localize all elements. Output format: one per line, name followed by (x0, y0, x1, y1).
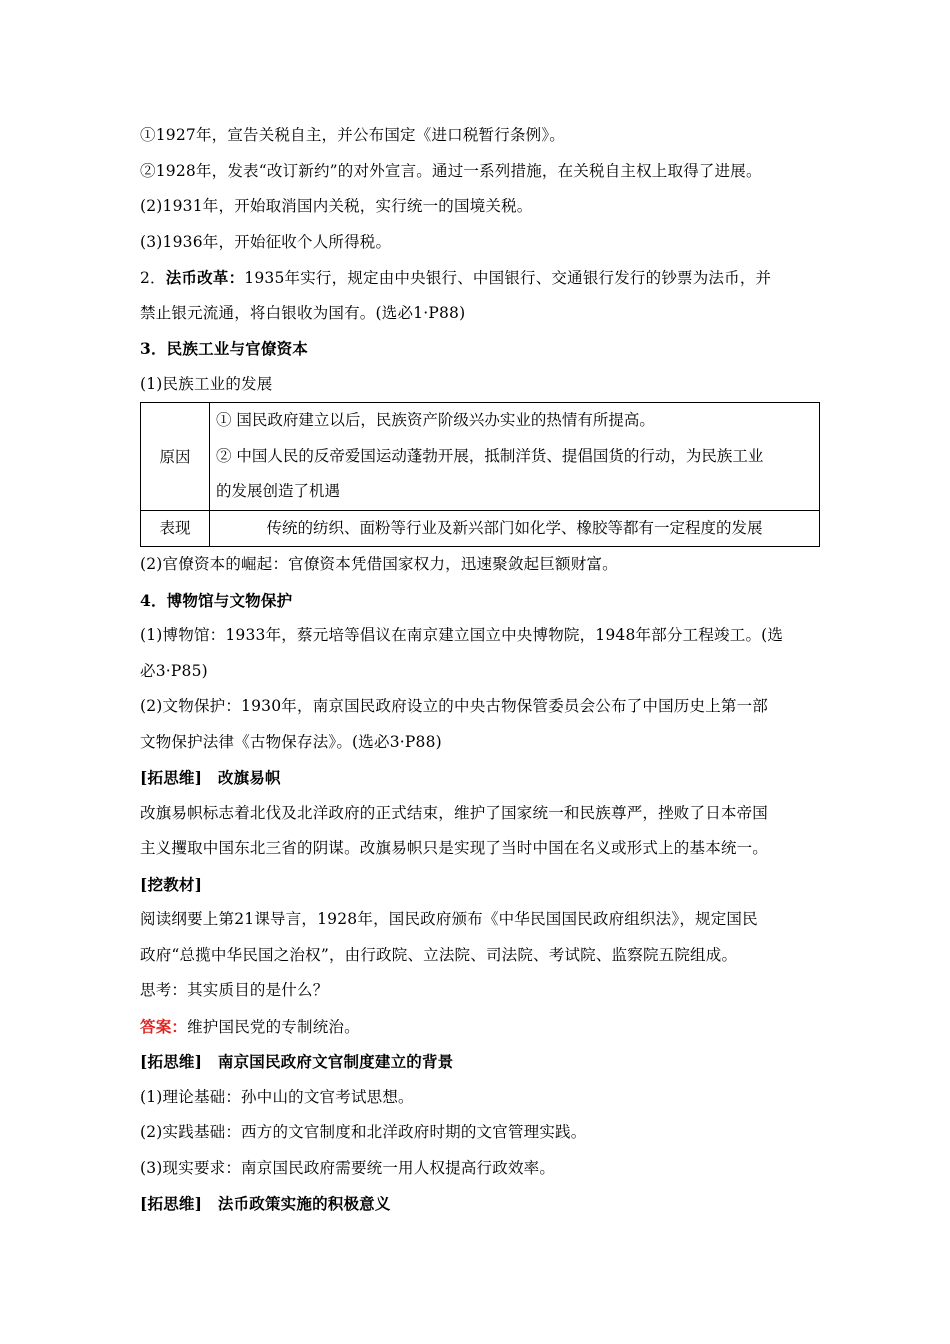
table-row (141, 510, 820, 547)
think-heading: [拓思维] 改旗易帜 (140, 768, 281, 787)
paragraph-line: 政府“总揽中华民国之治权”，由行政院、立法院、司法院、考试院、监察院五院组成。 (140, 945, 738, 964)
table-line: 表现 (159, 518, 191, 537)
section-3-subheading: (2)官僚资本的崛起：官僚资本凭借国家权力，迅速聚敛起巨额财富。 (140, 555, 618, 573)
paragraph-line: 必3·P85) (140, 661, 208, 680)
section-2-number: 2． (140, 269, 166, 287)
answer-text: 维护国民党的专制统治。 (187, 1017, 360, 1036)
table-line: 传统的纺织、面粉等行业及新兴部门如化学、橡胶等都有一定程度的发展 (266, 518, 763, 537)
performance-label-cell (141, 510, 210, 547)
paragraph-line: (2)文物保护：1930年，南京国民政府设立的中央古物保管委员会公布了中国历史上第一部 (140, 697, 769, 715)
table-line: ① 国民政府建立以后，民族资产阶级兴办实业的热情有所提高。 (216, 411, 655, 429)
paragraph-line: 文物保护法律《古物保存法》。(选必3·P88) (140, 732, 442, 751)
paragraph-line: (2)实践基础：西方的文官制度和北洋政府时期的文官管理实践。 (140, 1123, 587, 1141)
reason-content-cell (210, 403, 820, 511)
answer-label: 答案： (140, 1016, 188, 1036)
paragraph-line: (2)1931年，开始取消国内关税，实行统一的国境关税。 (140, 197, 533, 215)
section-3-heading: 3．民族工业与官僚资本 (140, 339, 308, 358)
paragraph-line: 主义攫取中国东北三省的阴谋。改旗易帜只是实现了当时中国在名义或形式上的基本统一。 (140, 839, 769, 857)
section-4-heading: 4．博物馆与文物保护 (140, 590, 293, 610)
paragraph-line: ①1927年，宣告关税自主，并公布国定《进口税暂行条例》。 (140, 126, 565, 144)
paragraph-line: (3)1936年，开始征收个人所得税。 (140, 232, 392, 251)
paragraph-line: 改旗易帜标志着北伐及北洋政府的正式结束，维护了国家统一和民族尊严，挫败了日本帝国 (140, 803, 769, 822)
table-row (141, 403, 820, 511)
paragraph-line: (1)博物馆：1933年，蔡元培等倡议在南京建立国立中央博物院，1948年部分工程竣工。(选 (140, 626, 784, 644)
section-2-line: 禁止银元流通，将白银收为国有。(选必1·P88) (140, 303, 466, 322)
national-industry-table (140, 402, 820, 547)
section-2-text: 1935年实行，规定由中央银行、中国银行、交通银行发行的钞票为法币，并 (244, 269, 772, 287)
section-2-title: 法币改革： (165, 268, 245, 287)
performance-content-cell (210, 510, 820, 547)
table-line: ② 中国人民的反帝爱国运动蓬勃开展，抵制洋货、提倡国货的行动，为民族工业 (216, 446, 764, 465)
table-line: 的发展创造了机遇 (216, 482, 341, 500)
paragraph-line: 阅读纲要上第21课导言，1928年，国民政府颁布《中华民国国民政府组织法》，规定国民 (140, 910, 758, 928)
think-heading: [拓思维] 法币政策实施的积极意义 (140, 1194, 391, 1213)
paragraph-line: ②1928年，发表“改订新约”的对外宣言。通过一系列措施，在关税自主权上取得了进展。 (140, 161, 762, 180)
section-3-subheading: (1)民族工业的发展 (140, 374, 273, 393)
section-2-line (140, 260, 820, 296)
document-page (140, 118, 820, 1222)
paragraph-line: (1)理论基础：孙中山的文官考试思想。 (140, 1087, 414, 1106)
reason-label-cell: 原因 (141, 403, 210, 511)
paragraph-line: (3)现实要求：南京国民政府需要统一用人权提高行政效率。 (140, 1158, 556, 1177)
answer-line (140, 1009, 820, 1045)
dig-heading: [挖教材] (140, 874, 203, 894)
paragraph-line: 思考：其实质目的是什么？ (140, 981, 329, 999)
think-heading: [拓思维] 南京国民政府文官制度建立的背景 (140, 1052, 454, 1071)
